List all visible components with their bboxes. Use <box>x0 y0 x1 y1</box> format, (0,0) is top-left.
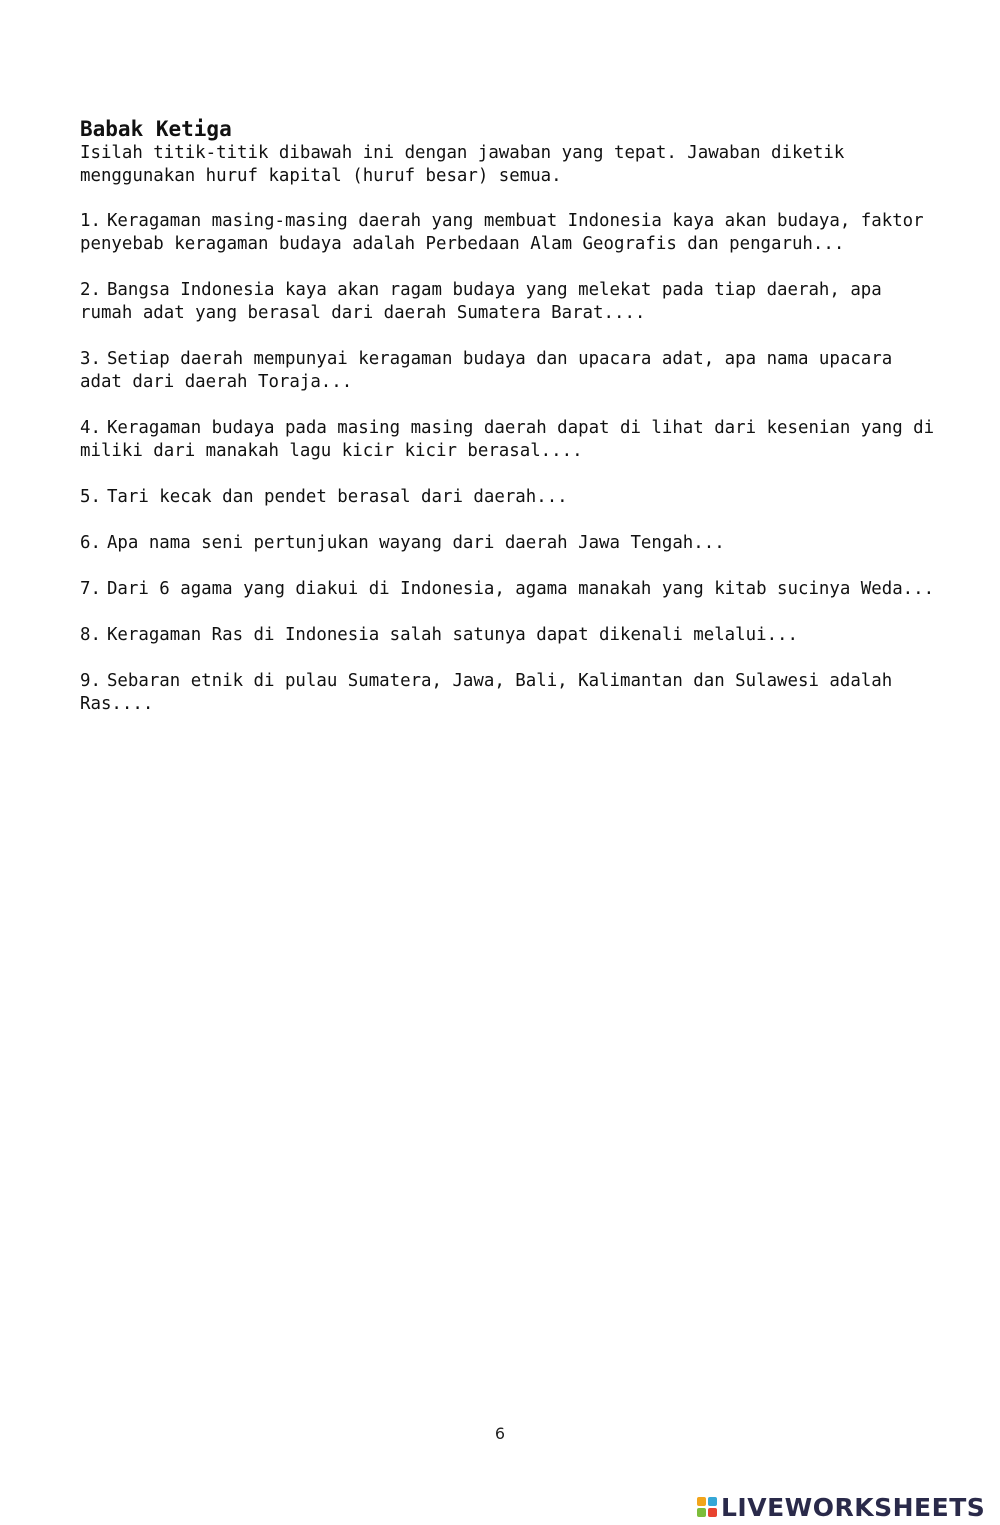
question-number: 4. <box>80 418 101 438</box>
logo-square <box>697 1497 706 1506</box>
question-text: Keragaman Ras di Indonesia salah satunya dapat dikenali melalui... <box>106 625 798 645</box>
question-number: 6. <box>80 533 101 553</box>
logo-square <box>708 1508 717 1517</box>
question-item <box>80 417 940 463</box>
question-item <box>80 624 940 647</box>
logo-square <box>697 1508 706 1517</box>
question-item <box>80 532 940 555</box>
question-list <box>80 210 940 716</box>
question-item <box>80 210 940 256</box>
question-item <box>80 279 940 325</box>
question-text: Keragaman budaya pada masing masing daerah dapat di lihat dari kesenian yang di miliki dari manakah lagu kicir kicir berasal.... <box>80 418 935 461</box>
question-item <box>80 486 940 509</box>
question-number: 8. <box>80 625 101 645</box>
question-item <box>80 670 940 716</box>
question-number: 9. <box>80 671 101 691</box>
liveworksheets-brand[interactable] <box>697 1489 985 1525</box>
question-number: 2. <box>80 280 101 300</box>
question-text: Apa nama seni pertunjukan wayang dari daerah Jawa Tengah... <box>106 533 725 553</box>
question-number: 5. <box>80 487 101 507</box>
question-text: Setiap daerah mempunyai keragaman budaya dan upacara adat, apa nama upacara adat dari daerah Toraja... <box>80 349 893 392</box>
page-title: Babak Ketiga <box>80 117 232 141</box>
question-text: Sebaran etnik di pulau Sumatera, Jawa, Bali, Kalimantan dan Sulawesi adalah Ras.... <box>80 671 893 714</box>
question-number: 3. <box>80 349 101 369</box>
page-number: 6 <box>494 1424 506 1443</box>
instructions-text: Isilah titik-titik dibawah ini dengan jawaban yang tepat. Jawaban diketik menggunakan huruf kapital (huruf besar) semua. <box>80 143 845 186</box>
brand-name: LIVEWORKSHEETS <box>721 1492 986 1522</box>
question-item <box>80 578 940 601</box>
question-text: Bangsa Indonesia kaya akan ragam budaya yang melekat pada tiap daerah, apa rumah adat yang berasal dari daerah Sumatera Barat.... <box>80 280 882 323</box>
question-text: Keragaman masing-masing daerah yang membuat Indonesia kaya akan budaya, faktor penyebab keragaman budaya adalah Perbedaan Alam Geografis dan pengaruh... <box>80 211 924 254</box>
question-number: 7. <box>80 579 101 599</box>
question-text: Dari 6 agama yang diakui di Indonesia, agama manakah yang kitab sucinya Weda... <box>106 579 935 599</box>
liveworksheets-logo-icon <box>697 1497 717 1517</box>
worksheet-page <box>80 116 940 739</box>
logo-square <box>708 1497 717 1506</box>
question-item <box>80 348 940 394</box>
question-text: Tari kecak dan pendet berasal dari daerah... <box>106 487 568 507</box>
question-number: 1. <box>80 211 101 231</box>
